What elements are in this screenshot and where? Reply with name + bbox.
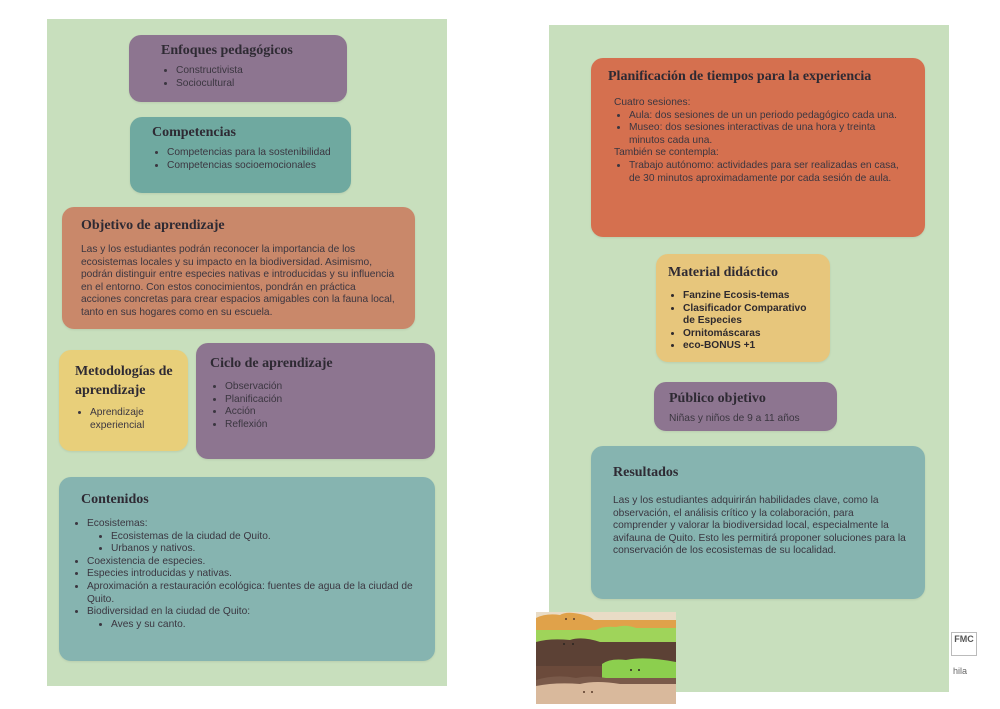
list-item: • Aprendizaje experiencial — [90, 407, 180, 432]
enfoques-list — [161, 65, 347, 90]
planificacion-intro: Cuatro sesiones: — [614, 97, 691, 108]
publico-title: Público objetivo — [669, 391, 766, 406]
ciclo-title: Ciclo de aprendizaje — [210, 356, 333, 371]
card-planificacion — [591, 58, 925, 237]
card-metodologias — [59, 350, 188, 451]
objetivo-title: Objetivo de aprendizaje — [81, 218, 225, 233]
card-contenidos — [59, 477, 435, 661]
card-enfoques-pedagogicos — [129, 35, 347, 102]
planificacion-body — [608, 97, 905, 185]
fmc-logo-text: FMC — [954, 634, 974, 644]
list-item: • Sociocultural — [176, 78, 347, 91]
planificacion-intro-2: También se contempla: — [614, 147, 719, 159]
list-item: • Especies introducidas y nativas. — [87, 568, 423, 581]
ciclo-list — [210, 381, 435, 431]
resultados-text: Las y los estudiantes adquirirán habilidades clave, como la observación, el análisis crítico y la colaboración, para comprender y valorar la biodiversidad local, especialmente la avifauna de Quito. Esto les permitirá proponer soluciones para la conservación de los ecosistemas de su localidad. — [613, 495, 906, 557]
soil-layers-illustration — [536, 612, 676, 704]
list-item: • Urbanos y nativos. — [111, 543, 423, 556]
list-item: • Observación — [225, 381, 435, 394]
material-title: Material didáctico — [668, 265, 779, 280]
contenidos-list — [73, 518, 423, 631]
list-item: • Fanzine Ecosis-temas — [683, 290, 820, 303]
list-item: • Aves y su canto. — [111, 619, 423, 632]
objetivo-text: Las y los estudiantes podrán reconocer la importancia de los ecosistemas locales y su impacto en la biodiversidad. Asimismo, podrán distinguir entre especies nativas e introducidas y su influencia en el entorno. Con estos conocimientos, pondrán en práctica acciones concretas para crear espacios amigables con la fauna local, tanto en sus hogares como en su escuela. — [81, 244, 395, 318]
hila-logo-text: hila — [953, 666, 968, 676]
contenidos-title: Contenidos — [81, 492, 149, 507]
card-publico-objetivo — [654, 382, 837, 431]
list-item: • Museo: dos sesiones interactivas de una hora y treinta minutos cada una. — [629, 122, 905, 147]
fmc-logo — [951, 632, 977, 656]
hila-logo — [953, 666, 967, 676]
resultados-title: Resultados — [613, 465, 679, 480]
list-item: • Trabajo autónomo: actividades para ser realizadas en casa, de 30 minutos aproximadamente por cada sesión de aula. — [629, 160, 905, 185]
contenidos-sublist — [87, 531, 423, 556]
list-item: • Clasificador Comparativo de Especies — [683, 303, 820, 328]
list-item: • Competencias para la sostenibilidad — [167, 147, 351, 160]
planificacion-title: Planificación de tiempos para la experiencia — [608, 69, 872, 84]
list-item: • Acción — [225, 406, 435, 419]
publico-text: Niñas y niños de 9 a 11 años — [669, 413, 800, 424]
metodologias-title: Metodologías de aprendizaje — [75, 364, 173, 398]
list-item: • Reflexión — [225, 419, 435, 432]
list-item: • Planificación — [225, 394, 435, 407]
card-resultados — [591, 446, 925, 599]
soil-layers-icon — [536, 612, 676, 704]
card-ciclo-aprendizaje — [196, 343, 435, 459]
list-item: • Aproximación a restauración ecológica: fuentes de agua de la ciudad de Quito. — [87, 581, 423, 606]
enfoques-title: Enfoques pedagógicos — [161, 43, 293, 58]
list-item — [87, 606, 423, 631]
card-objetivo-aprendizaje — [62, 207, 415, 329]
list-item: • Aula: dos sesiones de un un periodo pedagógico cada una. — [629, 110, 905, 123]
contenidos-sublist — [87, 619, 423, 632]
metodologias-list — [75, 407, 180, 432]
contenidos-item-1: Ecosistemas: — [87, 518, 148, 529]
list-item: • Competencias socioemocionales — [167, 160, 351, 173]
material-list — [668, 290, 820, 353]
planificacion-list-2 — [614, 160, 905, 185]
list-item: • Ornitomáscaras — [683, 328, 820, 341]
list-item — [87, 518, 423, 556]
list-item: • Constructivista — [176, 65, 347, 78]
competencias-title: Competencias — [152, 125, 236, 140]
card-competencias — [130, 117, 351, 193]
list-item: • eco-BONUS +1 — [683, 340, 820, 353]
list-item: • Ecosistemas de la ciudad de Quito. — [111, 531, 423, 544]
competencias-list — [152, 147, 351, 172]
contenidos-item-5: Biodiversidad en la ciudad de Quito: — [87, 606, 251, 618]
list-item: • Coexistencia de especies. — [87, 556, 423, 569]
planificacion-list-1 — [614, 110, 905, 148]
card-material-didactico — [656, 254, 830, 362]
